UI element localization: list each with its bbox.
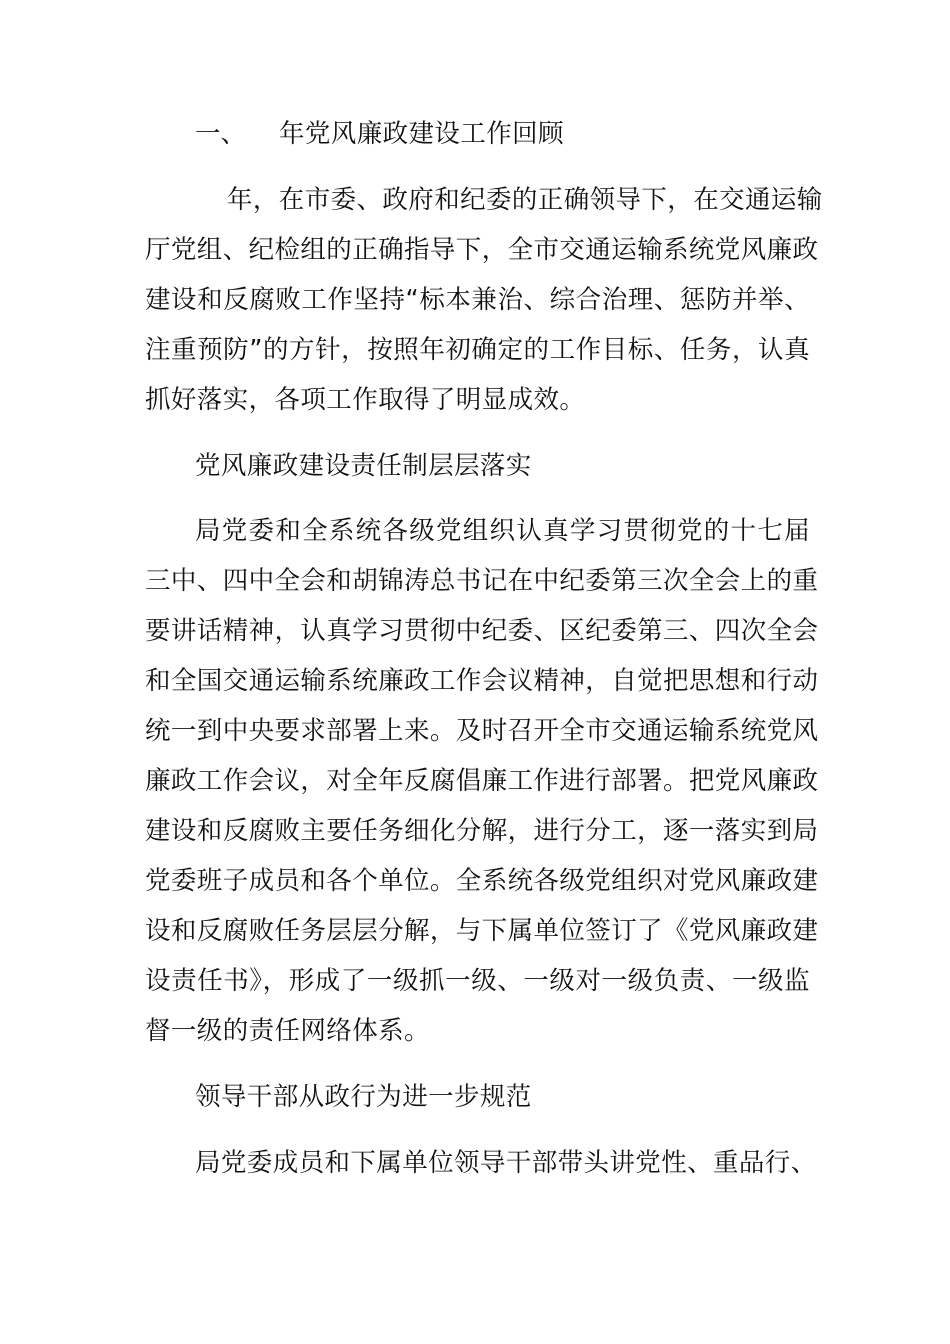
paragraph-line: 党委班子成员和各个单位。全系统各级党组织对党风廉政建 (145, 866, 819, 896)
subheading: 党风廉政建设责任制层层落实 (195, 451, 532, 481)
section-number: 一、 (195, 119, 247, 149)
intro-line: 注重预防”的方针，按照年初确定的工作目标、任务，认真 (145, 335, 810, 365)
paragraph-line: 设和反腐败任务层层分解，与下属单位签订了《党风廉政建 (145, 916, 819, 946)
paragraph-line: 和全国交通运输系统廉政工作会议精神，自觉把思想和行动 (145, 666, 819, 696)
intro-line: 抓好落实，各项工作取得了明显成效。 (145, 385, 586, 415)
paragraph-line: 统一到中央要求部署上来。及时召开全市交通运输系统党风 (145, 716, 819, 746)
paragraph-line: 廉政工作会议，对全年反腐倡廉工作进行部署。把党风廉政 (145, 766, 819, 796)
paragraph-line: 设责任书》，形成了一级抓一级、一级对一级负责、一级监 (145, 966, 810, 996)
subheading: 领导干部从政行为进一步规范 (195, 1082, 532, 1112)
intro-line: 建设和反腐败工作坚持“标本兼治、综合治理、惩防并举、 (145, 285, 810, 315)
paragraph-line: 建设和反腐败主要任务细化分解，进行分工，逐一落实到局 (145, 816, 819, 846)
intro-line: 厅党组、纪检组的正确指导下，全市交通运输系统党风廉政 (145, 235, 819, 265)
paragraph-line: 局党委和全系统各级党组织认真学习贯彻党的十七届 (195, 516, 810, 546)
paragraph-line: 三中、四中全会和胡锦涛总书记在中纪委第三次全会上的重 (145, 566, 819, 596)
paragraph-line: 局党委成员和下属单位领导干部带头讲党性、重品行、 (195, 1148, 817, 1178)
intro-line: 年，在市委、政府和纪委的正确领导下，在交通运输 (227, 185, 823, 215)
paragraph-line: 督一级的责任网络体系。 (145, 1016, 430, 1046)
section-title: 年党风廉政建设工作回顾 (279, 119, 564, 149)
paragraph-line: 要讲话精神，认真学习贯彻中纪委、区纪委第三、四次全会 (145, 616, 819, 646)
